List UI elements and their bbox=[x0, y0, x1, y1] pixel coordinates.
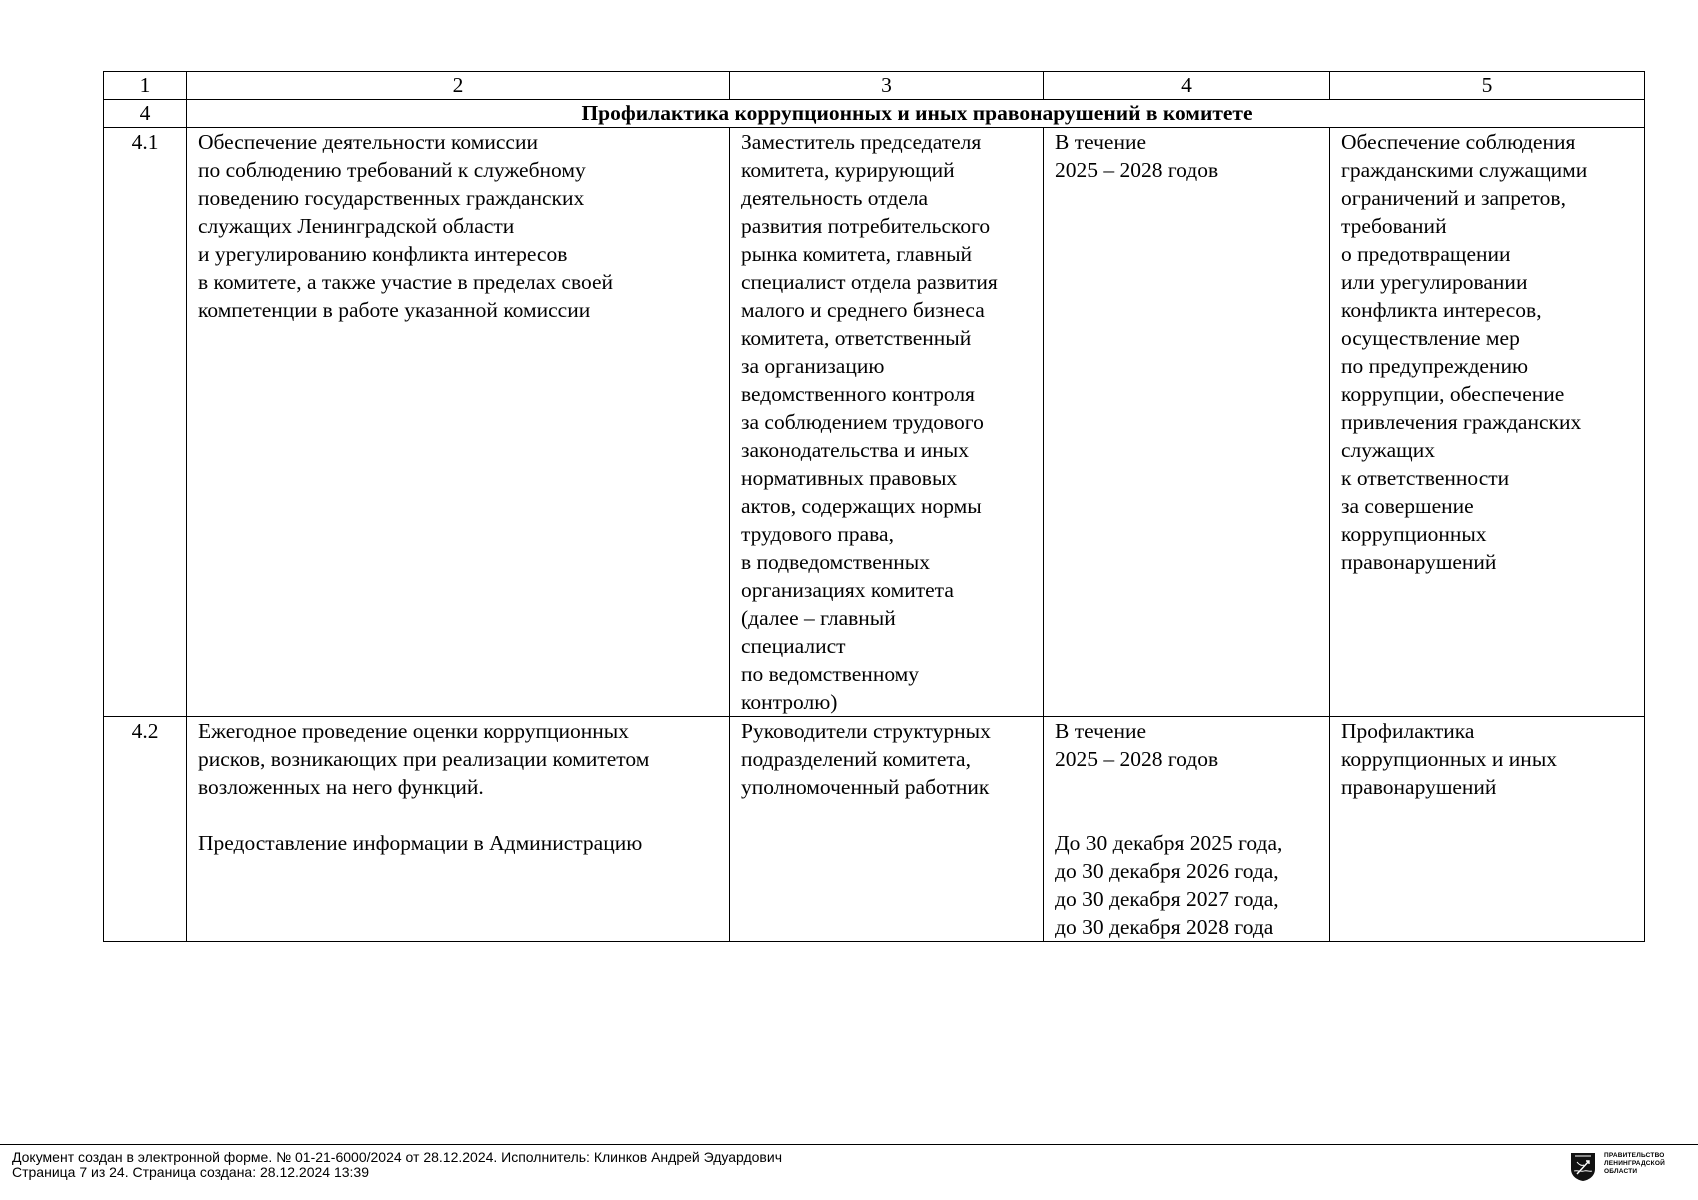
section-number: 4 bbox=[104, 100, 187, 128]
measure-cell: Ежегодное проведение оценки коррупционных рисков, возникающих при реализации комитетом возложенных на него функций. Предоставление информации в Администрацию bbox=[187, 717, 730, 942]
column-number-3: 3 bbox=[730, 72, 1044, 100]
footer-document-info: Документ создан в электронной форме. № 01-21-6000/2024 от 28.12.2024. Исполнитель: Клинков Андрей Эдуардович bbox=[12, 1149, 782, 1165]
measure-cell: Обеспечение деятельности комиссии по соблюдению требований к служебному поведению государственных гражданских служащих Ленинградской области и урегулированию конфликта интересов в комитете, а также участие в пределах своей компетенции в работе указанной комиссии bbox=[187, 128, 730, 717]
result-cell: Обеспечение соблюдения гражданскими служащими ограничений и запретов, требований о предотвращении или урегулировании конфликта интересов, осуществление мер по предупреждению коррупции, обеспечение привлечения гражданских служащих к ответственности за совершение коррупционных правонарушений bbox=[1330, 128, 1645, 717]
column-number-1: 1 bbox=[104, 72, 187, 100]
section-title: Профилактика коррупционных и иных правонарушений в комитете bbox=[187, 100, 1645, 128]
footer-divider bbox=[0, 1144, 1698, 1145]
government-logo bbox=[1570, 1152, 1688, 1184]
column-numbers-row bbox=[104, 72, 1645, 100]
deadline-cell: В течение 2025 – 2028 годов До 30 декабря 2025 года, до 30 декабря 2026 года, до 30 декабря 2027 года, до 30 декабря 2028 года bbox=[1044, 717, 1330, 942]
table-row bbox=[104, 717, 1645, 942]
column-number-4: 4 bbox=[1044, 72, 1330, 100]
result-cell: Профилактика коррупционных и иных правонарушений bbox=[1330, 717, 1645, 942]
responsible-cell: Руководители структурных подразделений комитета, уполномоченный работник bbox=[730, 717, 1044, 942]
coat-of-arms-icon bbox=[1570, 1152, 1596, 1182]
document-footer bbox=[12, 1150, 782, 1180]
row-number: 4.2 bbox=[104, 717, 187, 942]
table-row bbox=[104, 128, 1645, 717]
footer-page-info: Страница 7 из 24. Страница создана: 28.12.2024 13:39 bbox=[12, 1164, 369, 1180]
plan-table bbox=[103, 71, 1645, 942]
column-number-2: 2 bbox=[187, 72, 730, 100]
column-number-5: 5 bbox=[1330, 72, 1645, 100]
responsible-cell: Заместитель председателя комитета, курирующий деятельность отдела развития потребительского рынка комитета, главный специалист отдела развития малого и среднего бизнеса комитета, ответственный за организацию ведомственного контроля за соблюдением трудового законодательства и иных нормативных правовых актов, содержащих нормы трудового права, в подведомственных организациях комитета (далее – главный специалист по ведомственному контролю) bbox=[730, 128, 1044, 717]
section-row bbox=[104, 100, 1645, 128]
row-number: 4.1 bbox=[104, 128, 187, 717]
deadline-cell: В течение 2025 – 2028 годов bbox=[1044, 128, 1330, 717]
logo-org-name: ПРАВИТЕЛЬСТВО ЛЕНИНГРАДСКОЙ ОБЛАСТИ bbox=[1604, 1152, 1665, 1175]
